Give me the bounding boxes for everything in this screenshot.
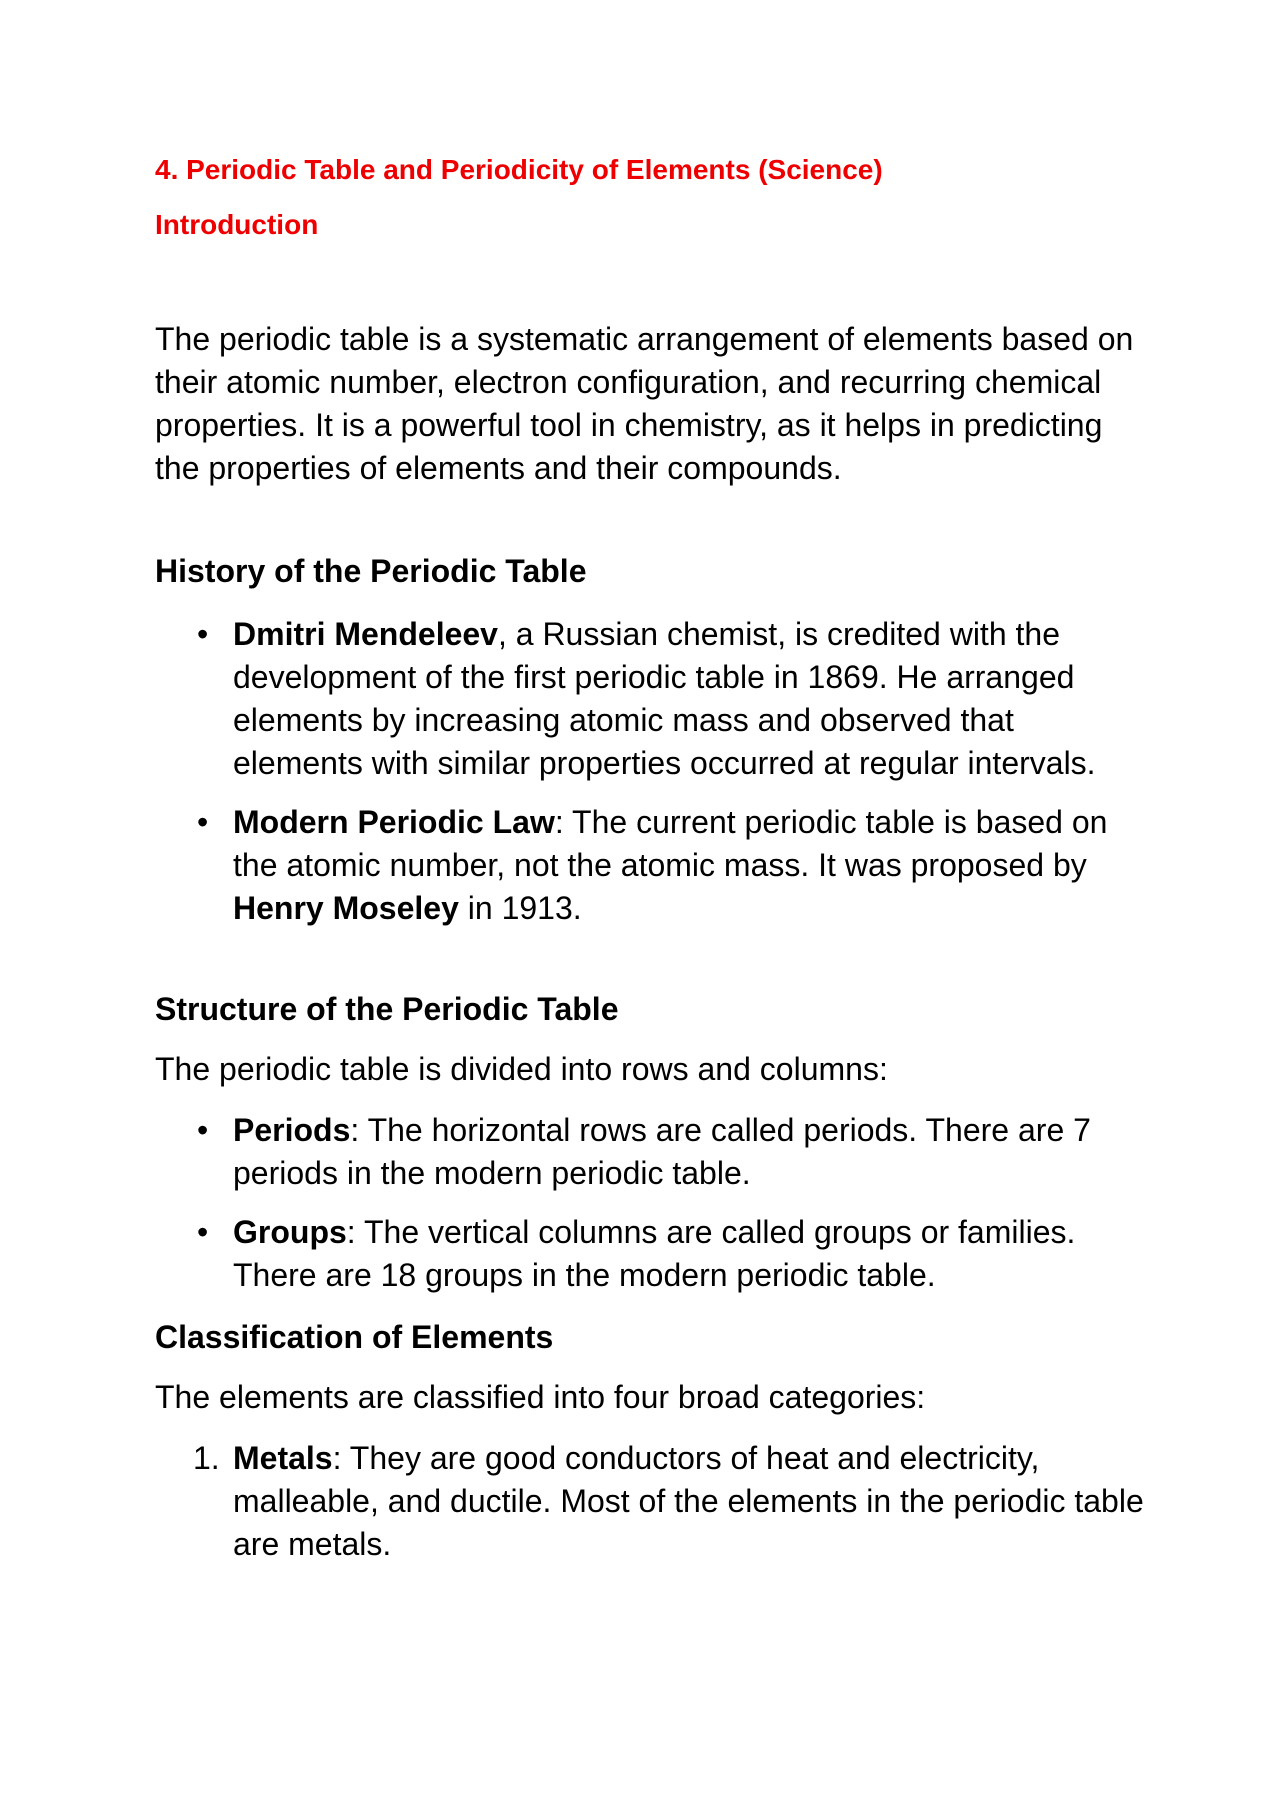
list-item-text: : The current periodic table is based on the atomic number, not the atomic mass. It was proposed by	[233, 804, 1108, 883]
intro-paragraph: The periodic table is a systematic arrangement of elements based on their atomic number, electron configuration, and recurring chemical properties. It is a powerful tool in chemistry, as it helps in predicting the properties of elements and their compounds.	[155, 321, 1134, 486]
bullet-icon: •	[197, 616, 209, 652]
bullet-icon: •	[197, 1214, 209, 1250]
list-item-term: Modern Periodic Law	[233, 804, 555, 840]
list-item	[155, 1437, 1145, 1566]
structure-heading: Structure of the Periodic Table	[155, 991, 619, 1027]
list-item-text: , a Russian chemist, is credited with the development of the first periodic table in 1869. He arranged elements by increasing atomic mass and observed that elements with similar properties occurred at regular intervals.	[233, 616, 1096, 781]
history-heading: History of the Periodic Table	[155, 553, 587, 589]
list-number: 1.	[193, 1440, 220, 1476]
list-item-text-secondary: in 1913.	[458, 890, 582, 926]
classification-heading: Classification of Elements	[155, 1319, 554, 1355]
document-title: 4. Periodic Table and Periodicity of Elements (Science)	[155, 154, 883, 185]
list-item-text: : The vertical columns are called groups or families. There are 18 groups in the modern periodic table.	[233, 1214, 1076, 1293]
list-item-text: : The horizontal rows are called periods. There are 7 periods in the modern periodic table.	[233, 1112, 1091, 1191]
structure-paragraph: The periodic table is divided into rows and columns:	[155, 1051, 888, 1087]
list-item	[155, 1109, 1145, 1195]
list-item-term-secondary: Henry Moseley	[233, 890, 459, 926]
list-item	[155, 613, 1145, 785]
list-item-term: Metals	[233, 1440, 333, 1476]
list-item-text: : They are good conductors of heat and electricity, malleable, and ductile. Most of the elements in the periodic table are metals.	[233, 1440, 1144, 1562]
introduction-label: Introduction	[155, 209, 319, 240]
bullet-icon: •	[197, 804, 209, 840]
classification-list	[155, 1437, 1145, 1566]
classification-paragraph: The elements are classified into four broad categories:	[155, 1379, 926, 1415]
history-list	[155, 613, 1145, 930]
bullet-icon: •	[197, 1112, 209, 1148]
list-item-term: Periods	[233, 1112, 351, 1148]
list-item	[155, 1211, 1145, 1297]
structure-list	[155, 1109, 1145, 1297]
list-item-term: Dmitri Mendeleev	[233, 616, 498, 652]
list-item-term: Groups	[233, 1214, 347, 1250]
list-item	[155, 801, 1145, 930]
